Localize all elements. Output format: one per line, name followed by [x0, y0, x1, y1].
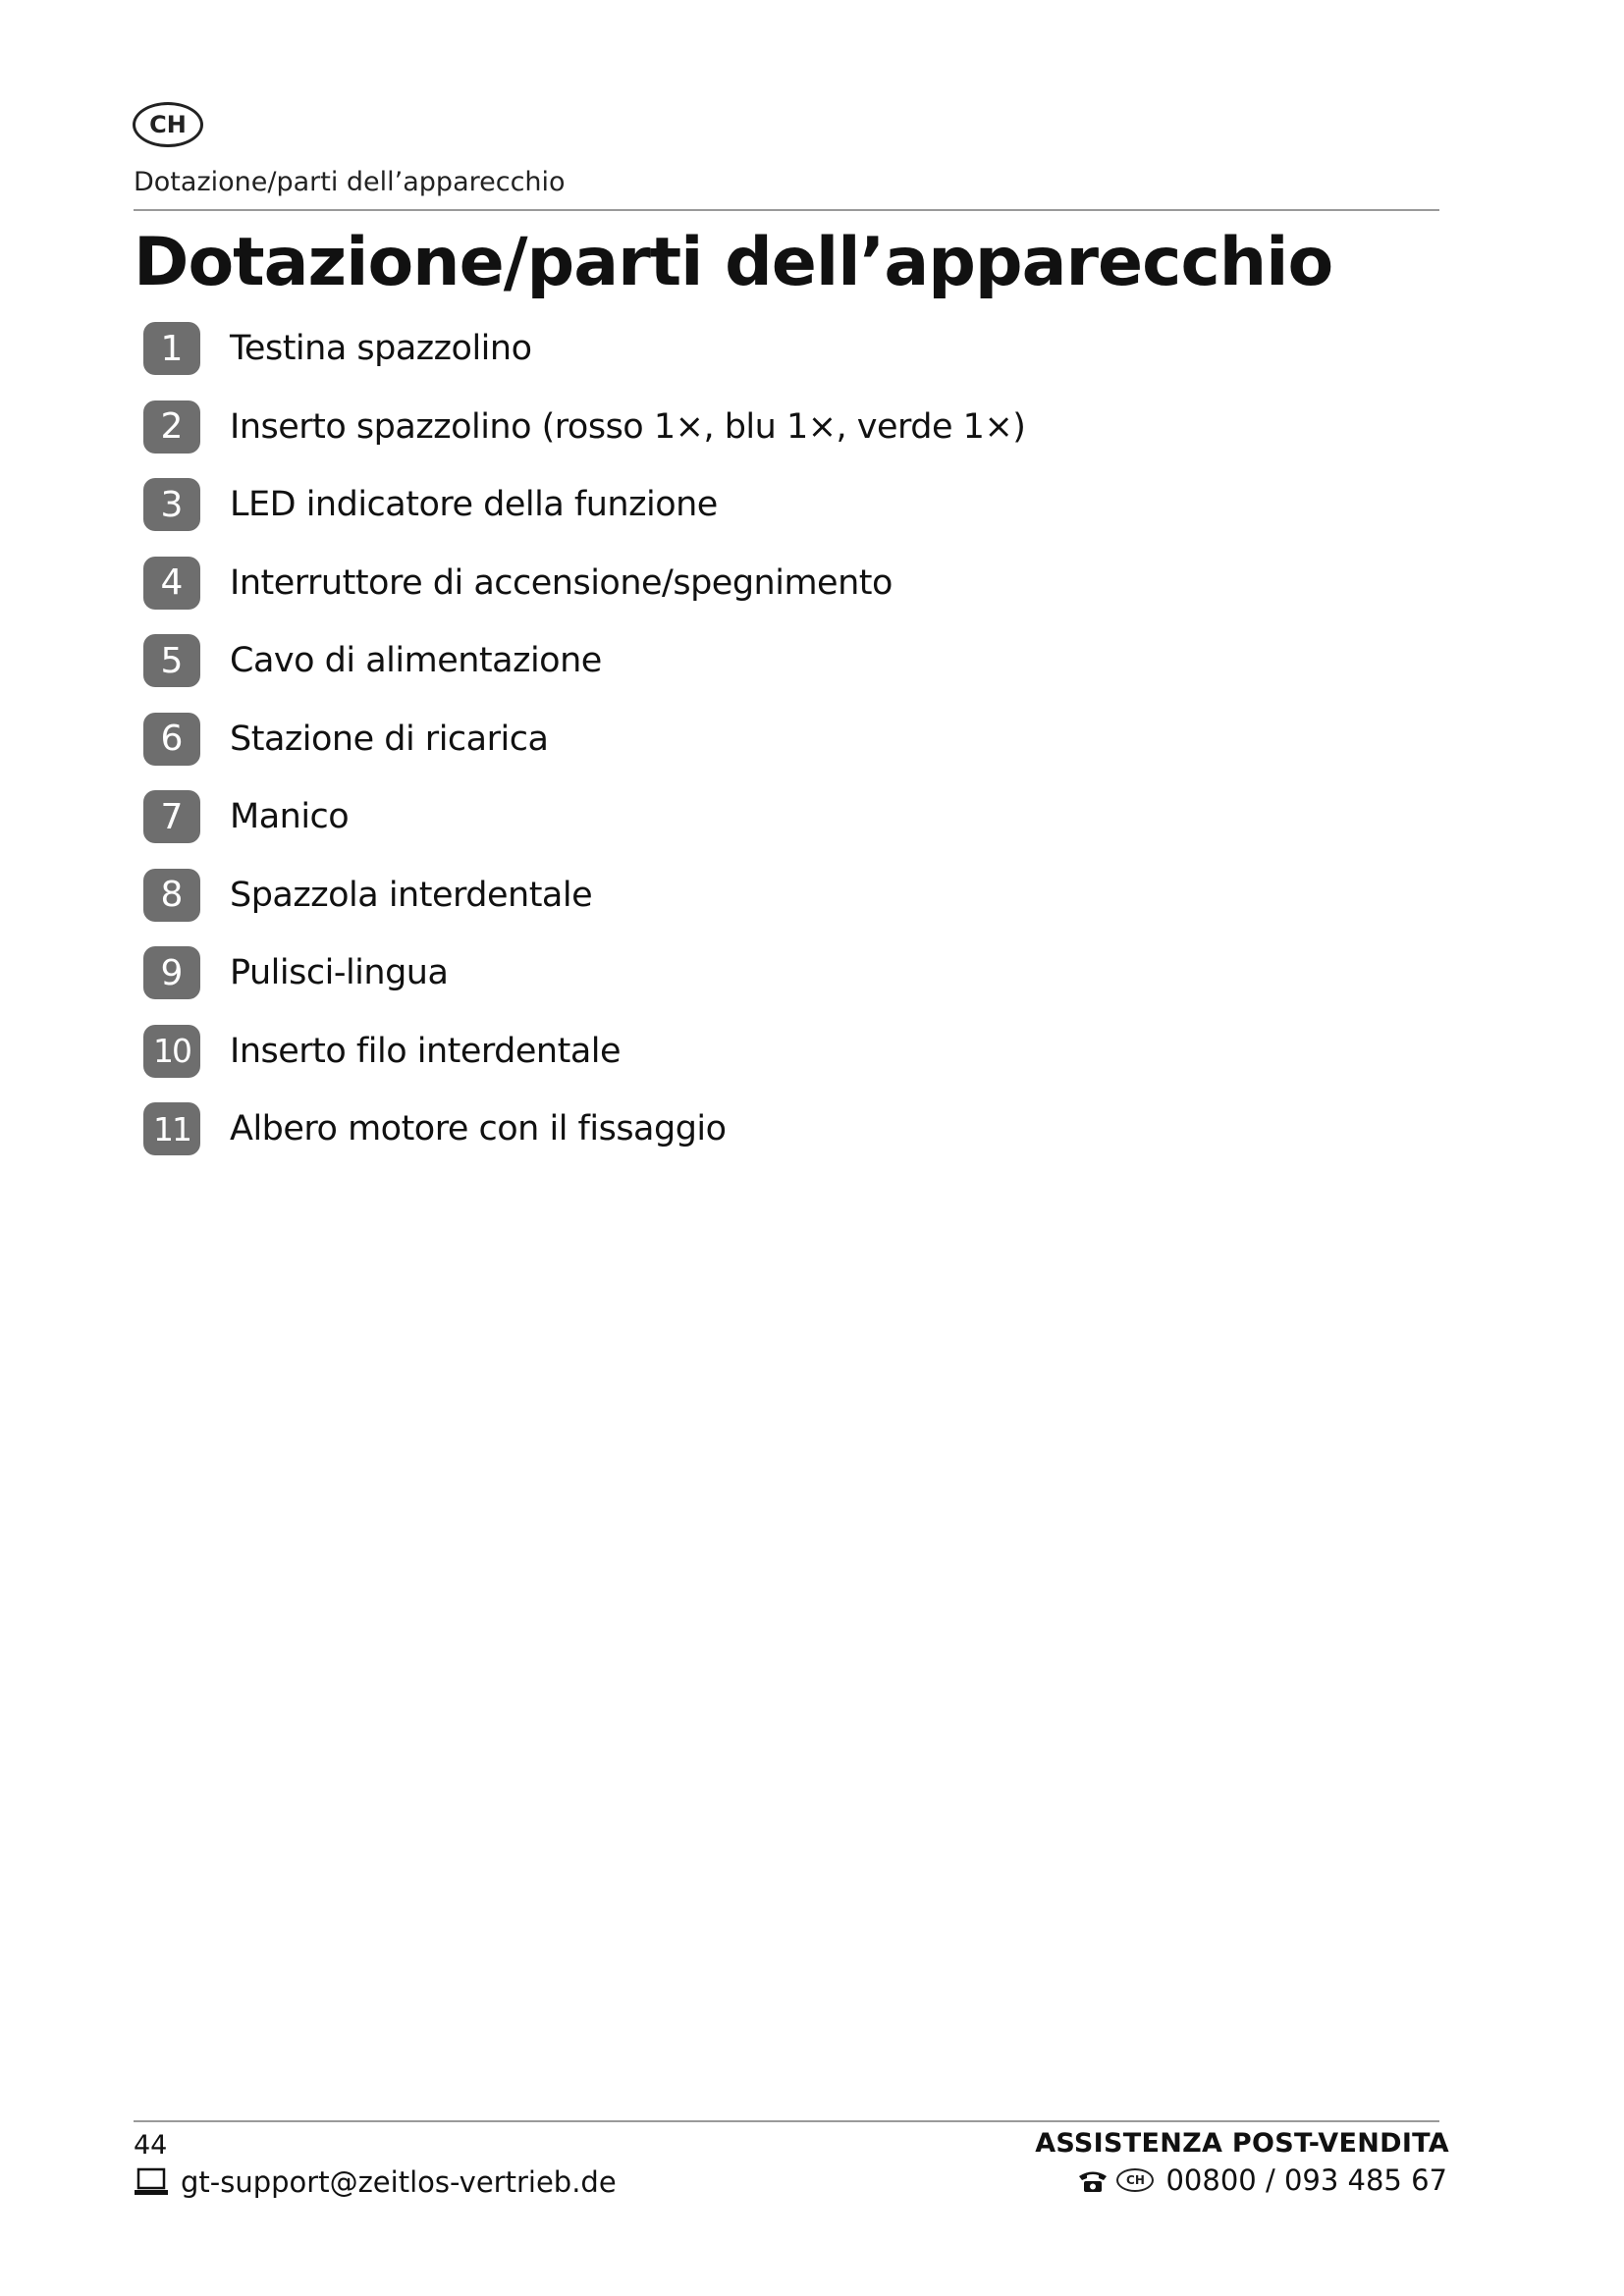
parts-list: [143, 322, 1025, 1181]
list-item: [143, 557, 1025, 635]
part-number-badge: 9: [143, 946, 200, 999]
country-code-badge: CH: [1116, 2168, 1154, 2192]
part-number-badge: 7: [143, 790, 200, 843]
part-label: Inserto filo interdentale: [230, 1031, 622, 1071]
part-number-badge: 10: [143, 1025, 200, 1078]
list-item: [143, 400, 1025, 479]
service-title: ASSISTENZA POST-VENDITA: [1035, 2128, 1449, 2159]
list-item: [143, 322, 1025, 400]
list-item: [143, 946, 1025, 1025]
page-title: Dotazione/parti dell’apparecchio: [134, 224, 1333, 301]
footer-divider: [134, 2120, 1439, 2122]
part-number-badge: 6: [143, 713, 200, 766]
service-hotline: [1077, 2163, 1447, 2197]
running-header: Dotazione/parti dell’apparecchio: [134, 167, 566, 197]
part-label: Cavo di alimentazione: [230, 641, 602, 680]
part-number-badge: 3: [143, 478, 200, 531]
list-item: [143, 790, 1025, 869]
phone-number: 00800 / 093 485 67: [1165, 2163, 1447, 2197]
list-item: [143, 869, 1025, 947]
laptop-icon: [134, 2166, 169, 2198]
list-item: [143, 1102, 1025, 1181]
part-label: LED indicatore della funzione: [230, 485, 718, 524]
part-label: Testina spazzolino: [230, 329, 532, 368]
header-divider: [134, 209, 1439, 211]
part-number-badge: 11: [143, 1102, 200, 1155]
list-item: [143, 713, 1025, 791]
part-label: Spazzola interdentale: [230, 875, 593, 915]
part-label: Interruttore di accensione/spegnimento: [230, 562, 893, 603]
list-item: [143, 1025, 1025, 1103]
support-email-text[interactable]: gt-support@zeitlos-vertrieb.de: [181, 2165, 617, 2199]
part-number-badge: 2: [143, 400, 200, 454]
part-number-badge: 5: [143, 634, 200, 687]
part-label: Stazione di ricarica: [230, 719, 549, 759]
part-label: Inserto spazzolino (rosso 1×, blu 1×, verde 1×): [230, 406, 1026, 447]
phone-icon: [1077, 2167, 1109, 2193]
part-label: Albero motore con il fissaggio: [230, 1109, 727, 1148]
part-number-badge: 8: [143, 869, 200, 922]
list-item: [143, 634, 1025, 713]
country-badge: CH: [133, 102, 203, 147]
support-email[interactable]: [134, 2165, 617, 2199]
list-item: [143, 478, 1025, 557]
page-number: 44: [134, 2130, 168, 2161]
part-label: Pulisci-lingua: [230, 953, 449, 992]
part-number-badge: 1: [143, 322, 200, 375]
part-label: Manico: [230, 797, 350, 836]
part-number-badge: 4: [143, 557, 200, 610]
